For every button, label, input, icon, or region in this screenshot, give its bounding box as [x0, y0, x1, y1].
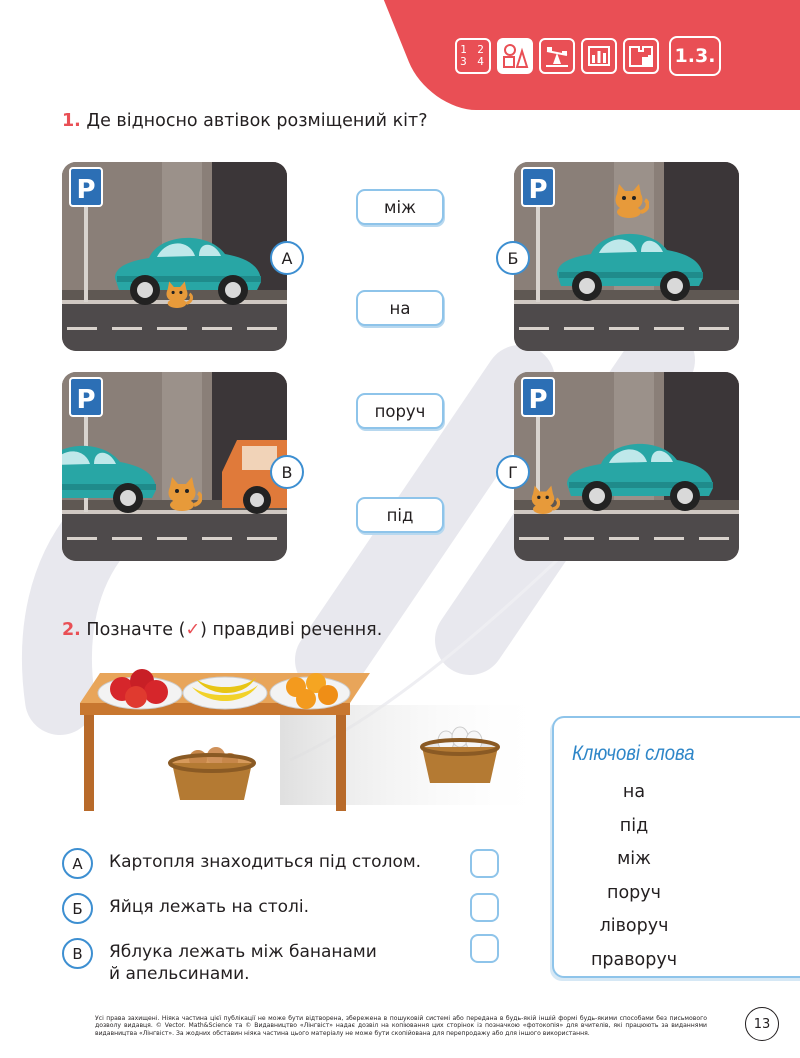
checkbox-statement-a[interactable]: [470, 849, 499, 878]
task-2-title: [62, 620, 382, 640]
statement-a-letter: А: [62, 848, 93, 879]
task-1-number: 1.: [62, 111, 81, 131]
header-icons: [455, 36, 721, 76]
task-2-number: 2.: [62, 620, 81, 640]
statement-a-text: Картопля знаходиться під столом.: [109, 852, 422, 872]
scene-g-cat-beside-car: [514, 372, 739, 561]
statement-v-line-1: Яблука лежать між бананами: [109, 942, 377, 962]
keywords-panel: [552, 716, 800, 978]
checkbox-statement-v[interactable]: [470, 934, 499, 963]
scene-v-letter: В: [270, 455, 304, 489]
statement-v-letter: В: [62, 938, 93, 969]
check-mark-icon: ✓: [185, 620, 201, 640]
bananas-plate: [183, 677, 267, 709]
keyword-item: між: [617, 849, 651, 869]
keyword-item: на: [622, 782, 646, 802]
page-number: 13: [745, 1007, 779, 1041]
word-box-4[interactable]: під: [356, 497, 444, 533]
statement-v-text: [109, 938, 377, 985]
scene-a-cat-under-car: [62, 162, 287, 351]
task-2-text-before: Позначте (: [86, 620, 186, 640]
statement-b: [62, 893, 309, 924]
statement-v-line-2: й апельсинами.: [109, 964, 250, 984]
statement-b-letter: Б: [62, 893, 93, 924]
word-box-3[interactable]: поруч: [356, 393, 444, 429]
keywords-list: [554, 776, 714, 977]
word-box-1[interactable]: між: [356, 189, 444, 225]
scene-b-cat-on-car: [514, 162, 739, 351]
task-1-title: [62, 111, 428, 131]
word-box-2[interactable]: на: [356, 290, 444, 326]
statement-a: [62, 848, 421, 879]
scene-v-cat-between-cars: [62, 372, 287, 561]
keywords-title: Ключові слова: [572, 742, 695, 765]
table-illustration: [60, 655, 550, 815]
numbers-row-1: 1 2: [460, 43, 486, 56]
keyword-item: ліворуч: [599, 916, 669, 936]
numbers-grid-icon: [455, 38, 491, 74]
keyword-item: під: [619, 815, 649, 836]
numbers-row-2: 3 4: [460, 55, 486, 68]
scene-a-letter: А: [270, 241, 304, 275]
keyword-item: поруч: [607, 882, 661, 903]
checkbox-statement-b[interactable]: [470, 893, 499, 922]
balance-scale-icon: [539, 38, 575, 74]
keyword-item: праворуч: [590, 949, 678, 970]
potato-basket: [170, 747, 254, 800]
lesson-number-badge: 1.3.: [669, 36, 721, 76]
copyright-notice: Усі права захищені. Ніяка частина цієї публікації не може бути відтворена, збережена в пошуковій системі або передана в будь-якій іншій формі будь-якими способами без письмового дозволу видавця. © Vector. Math&Science та © Видавництво «Лінгвіст» надає дозвіл на копіювання цих сторінок із позначкою «фотокопія» для вчителів, які працюють за виданнями видавництва «Лінгвіст». За жодних обставин ніяка частина цього матеріалу не може бути скопійована для перепродажу або для іншого використання.: [95, 1015, 707, 1037]
task-2-text-after: ) правдиві речення.: [200, 620, 383, 640]
scene-g-letter: Г: [496, 455, 530, 489]
puzzle-icon: [623, 38, 659, 74]
bar-chart-icon: [581, 38, 617, 74]
statement-b-text: Яйця лежать на столі.: [109, 897, 310, 917]
statement-v: [62, 938, 377, 985]
scene-b-letter: Б: [496, 241, 530, 275]
shapes-icon: [497, 38, 533, 74]
task-1-text: Де відносно автівок розміщений кіт?: [86, 111, 428, 131]
